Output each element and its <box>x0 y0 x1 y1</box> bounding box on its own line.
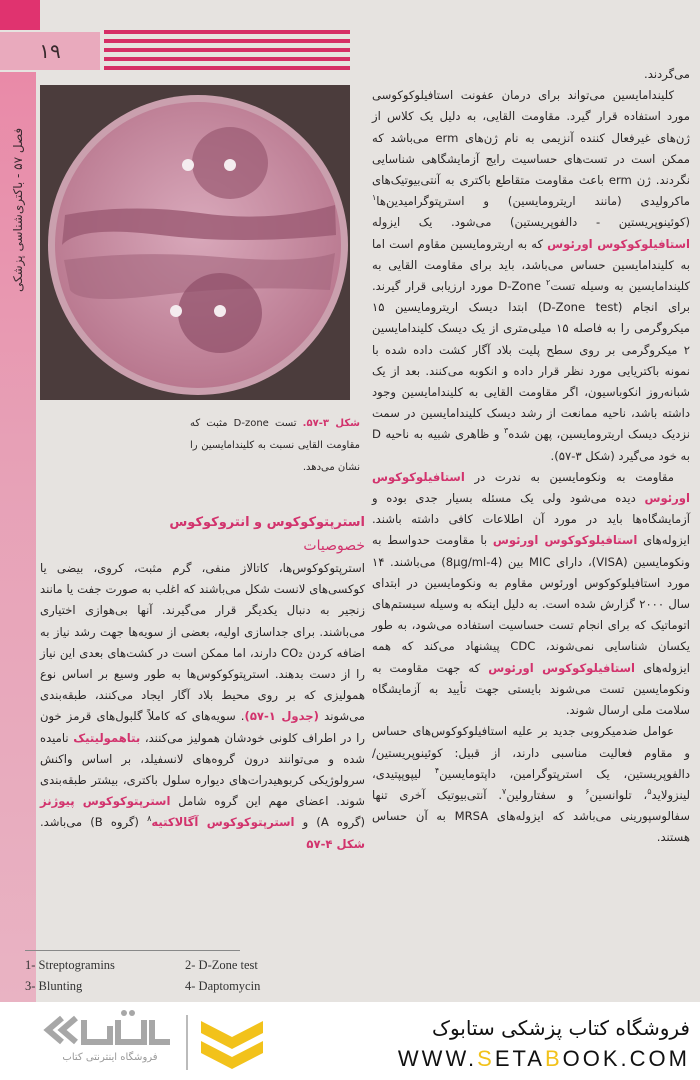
footnote-ref: ۲ <box>546 278 551 288</box>
text-run: می‌گردند. <box>644 67 690 81</box>
text-run: ، تلوانسین <box>589 787 648 802</box>
text-run: (کوئینوپریستین - دالفوپریستین) می‌شود. یک ایزوله <box>372 215 690 230</box>
text-run: (گروه B) می‌باشد. <box>40 815 148 830</box>
text-run: که جهت مقاومت به ونکومایسین تست می‌شوند بایستی جهت تأیید به آزمایشگاه سلامت ملی ارسال شوند. <box>372 660 690 718</box>
logo-separator <box>186 1015 188 1070</box>
url-part: OOK.COM <box>562 1046 690 1071</box>
text-run: لیپوپپتیدی، لینزولاید <box>372 766 690 802</box>
antibiotic-disc <box>224 159 236 171</box>
text-run: تست D-zone مثبت که مقاومت القایی نسبت به کلیندامایسین را نشان می‌دهد. <box>190 418 360 473</box>
footnote-ref: ۳ <box>503 426 509 436</box>
left-text-column <box>40 512 365 855</box>
highlighted-term: استافیلوکوکوس اورئوس <box>492 533 638 548</box>
footnote-ref: ۱ <box>372 193 377 203</box>
footnote-ref: ۶ <box>585 787 590 797</box>
highlighted-term: استرپتوکوکوس پیوژنز <box>40 794 171 809</box>
section-heading: استرپتوکوکوس و انتروکوکوس <box>169 515 365 530</box>
footnote-ref: ۸ <box>147 814 152 824</box>
footnote-ref: ۴ <box>434 765 440 775</box>
highlighted-term: بتاهمولیتیک <box>73 730 141 745</box>
highlighted-term: استافیلوکوکوس اورئوس <box>372 469 690 506</box>
text-run: استرپتوکوکوس‌ها، کاتالاز منفی، گرم مثبت، کروی، بیضی یا کوکسی‌های لانست شکل می‌باشند که اغلب به صورت جفت یا مانند زنجیر به دنبال یکدیگر قرار می‌گیرند. آنها بی‌هوازی اختیاری می‌باشند. برای جداسازی اولیه، بعضی از سویه‌ها جهت رشد نیاز به اضافه کردن CO₂ دارند، اما ممکن است در کشت‌های بعدی این نیاز را از دست بدهند. استرپتوکوکوس‌ها به طور وسیع بر اساس نوع همولیزی که بر روی محیط بلاد آگار ایجاد می‌کنند، طبقه‌بندی می‌شوند <box>40 561 365 724</box>
url-part: B <box>544 1046 563 1071</box>
paragraph <box>372 467 690 721</box>
highlighted-term: استرپتوکوکوس آگالاکتیه <box>151 815 295 830</box>
text-run: و سفتارولین <box>506 787 586 802</box>
footnote: 2- D-Zone test <box>185 958 258 972</box>
corner-color-block <box>0 0 40 30</box>
text-run: و ظاهری شبیه به ناحیه D به خود می‌گیرد (شکل ۳-۵۷). <box>372 427 690 463</box>
text-run: عوامل ضدمیکروبی جدید بر علیه استافیلوکوکوس‌های حساس و مقاوم فعالیت مناسبی دارند، از قبیل: کوئینوپریستین/دالفوپریستین، یک استرپتوگرامین، داپتومایسین <box>372 724 690 781</box>
footnote: 4- Daptomycin <box>185 979 261 993</box>
antibiotic-disc <box>170 305 182 317</box>
paragraph <box>372 64 690 85</box>
url-part: ETA <box>494 1046 545 1071</box>
text-run: که به اریترومایسین مقاوم است اما به کلیندامایسین حساس می‌باشد، باید برای مقاومت القایی به کلیندامایسین به وسیله تست <box>372 236 690 294</box>
page-number: ۱۹ <box>0 32 100 70</box>
text-run: مقاومت به ونکومایسین به ندرت در <box>464 469 674 484</box>
logo-subtitle: فروشگاه اینترنتی کتاب <box>62 1052 158 1063</box>
highlighted-term: شکل ۴-۵۷ <box>306 836 365 851</box>
text-run: نامیده شده و می‌توانند درون گروه‌های لانسفیلد، بر اساس واکنش سرولوژیکی کربوهیدرات‌های دیواره سلول باکتری، بیشتر طبقه‌بندی شوند. اعضای مهم این گروه شامل <box>40 730 366 809</box>
section-subheading: خصوصیات <box>303 538 365 554</box>
d-zone-test-photo <box>40 85 350 400</box>
footnotes <box>25 955 355 997</box>
footnote-divider <box>25 950 240 951</box>
footnote: 1- Streptogramins <box>25 958 115 972</box>
highlighted-term: استافیلوکوکوس اورئوس <box>547 236 690 251</box>
text-run: (گروه A) و <box>294 815 366 830</box>
chapter-side-tab: فصل ۵۷ - باکتری‌شناسی پزشکی <box>11 127 25 293</box>
highlighted-term: (جدول ۱-۵۷) <box>244 709 319 724</box>
text-run: با مقاومت حدواسط به ونکومایسین (VISA)، دارای MIC بین (4-8μg/ml) می‌باشند. ۱۴ مورد استافیلوکوکوس اورئوس مقاوم به ونکومایسین در ابتدای سال ۲۰۰۰ گزارش شده است. به دلیل اینکه به وسیله سیستم‌های اتوماتیک که برای انجام تست حساسیت استفاده می‌شود، به طور یکسان شناسایی نمی‌شوند، CDC پیشنهاد می‌کند که همه ایزوله‌های <box>372 533 691 675</box>
antibiotic-disc <box>182 159 194 171</box>
highlighted-term: شکل ۳-۵۷. <box>302 418 360 429</box>
shop-name: فروشگاه کتاب پزشکی ستابوک <box>432 1016 690 1040</box>
section-body <box>40 558 365 855</box>
shop-url[interactable] <box>380 1046 690 1072</box>
text-run: . آنتی‌بیوتیک آخری تنها سفالوسپورینی می‌باشد که ایزوله‌های MRSA به آن حساس هستند. <box>372 787 690 845</box>
setabook-logo <box>40 1008 175 1052</box>
footnote-ref: ۵ <box>647 787 652 797</box>
url-part: WWW. <box>397 1046 478 1071</box>
chevron-logo-icon <box>197 1015 267 1070</box>
antibiotic-disc <box>214 305 226 317</box>
highlighted-term: استافیلوکوکوس اورئوس <box>488 660 635 675</box>
text-run: . سویه‌های که کاملاً گلبول‌های قرمز خون را در اطراف کلونی خودشان همولیز می‌کنند، <box>40 709 365 745</box>
footnote-ref: ۷ <box>502 787 507 797</box>
right-text-column <box>372 64 690 849</box>
figure-caption <box>190 413 360 479</box>
text-run: کلیندامایسین می‌تواند برای درمان عفونت استافیلوکوکوسی مورد استفاده قرار گیرد. مقاومت القایی، به دلیل یک کلاس از ژن‌های غیرفعال کننده آنزیمی به نام ژن‌های erm می‌باشد که ممکن است در تست‌های حساسیت رایج آزمایشگاهی شناسایی نگردند. ژن erm باعث مقاومت متقاطع باکتری به آنتی‌بیوتیک‌های ماکرولیدی (مانند اریترومایسین) و استرپتوگرامیدین‌ها <box>372 88 690 209</box>
url-part: S <box>477 1046 495 1071</box>
text-run: D-Zone مورد ارزیابی قرار گیرند. برای انجام (D-Zone test) ابتدا دیسک اریترومایسین ۱۵ میکروگرمی را به فاصله ۱۵ میلی‌متری از یک دیسک کلیندامایسین ۲ میکروگرمی بر روی سطح پلیت بلاد آگار کشت داده شده با نمونه باکتریایی مورد نظر قرار داده و انکوبه می‌کنند. بعد از یک شبانه‌روز انکوباسیون، اگر مقاومت القایی به کلیندامایسین وجود داشته باشد، ناحیه ممانعت از رشد دیسک کلیندامایسین در سمت نزدیک دیسک اریترومایسین، پهن شده <box>372 279 690 442</box>
footnote: 3- Blunting <box>25 979 83 993</box>
paragraph <box>40 558 365 855</box>
paragraph <box>372 721 690 848</box>
text-run: دیده می‌شود ولی یک مسئله بسیار جدی بوده و آزمایشگاه‌ها باید در مورد آن اطلاعات کافی داشته باشند. ایزوله‌های <box>372 491 690 548</box>
paragraph <box>372 85 690 467</box>
header-stripes <box>104 30 350 72</box>
